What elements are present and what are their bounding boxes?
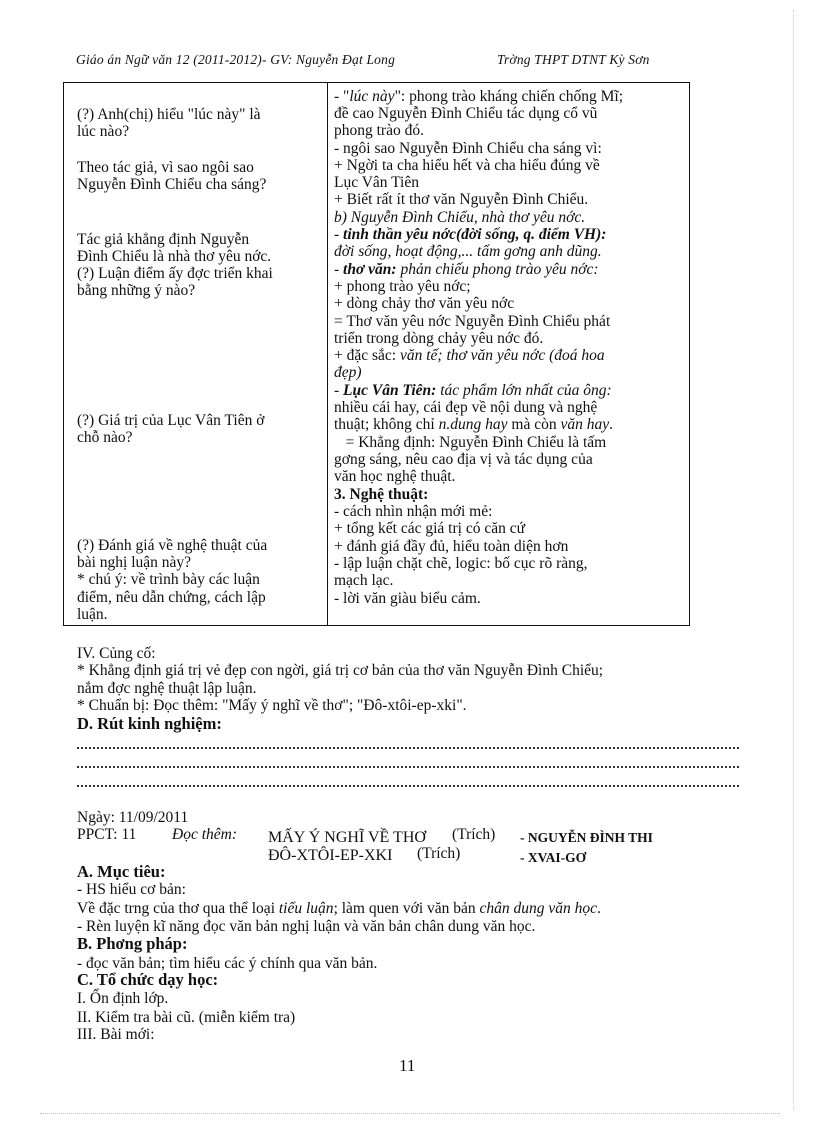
page-edge: [793, 10, 794, 1110]
question-1: (?) Anh(chị) hiểu "lúc này" là: [77, 106, 261, 123]
answer-line-12: + phong trào yêu nớc;: [334, 278, 471, 295]
question-3-sub-cont: bằng những ý nào?: [77, 282, 196, 299]
answer-line-14: = Thơ văn yêu nớc Nguyễn Đình Chiểu phát: [334, 313, 611, 330]
section-d-heading: D. Rút kinh nghiệm:: [77, 714, 222, 733]
table-column-divider: [327, 82, 328, 626]
answer-line-17: đẹp): [334, 364, 362, 381]
consolidate-line-2: nắm đợc nghệ thuật lập luận.: [77, 680, 257, 697]
question-5: (?) Đánh giá về nghệ thuật của: [77, 537, 268, 554]
question-3: Tác giả khẳng định Nguyễn: [77, 231, 250, 248]
consolidate-line-3: * Chuẩn bị: Đọc thêm: "Mấy ý nghĩ về thơ"; "Đô-xtôi-ep-xki".: [77, 697, 467, 714]
answer-section-b-heading: b) Nguyễn Đình Chiểu, nhà thơ yêu nớc.: [334, 209, 586, 226]
answer-line-28: - lập luận chặt chẽ, logic: bố cục rõ ràng,: [334, 555, 588, 572]
answer-line-16: + đặc sắc: văn tế; thơ văn yêu nớc (đoá hoa: [334, 347, 605, 364]
answer-line-1: - "lúc này": phong trào kháng chiến chống Mĩ;: [334, 88, 624, 105]
section-c-heading: C. Tổ chức dạy học:: [77, 970, 219, 989]
answer-line-23: văn học nghệ thuật.: [334, 468, 456, 485]
answer-line-27: + đánh giá đầy đủ, hiểu toàn diện hơn: [334, 538, 569, 555]
lesson-title-2-excerpt: (Trích): [417, 845, 461, 862]
question-3-cont: Đình Chiểu là nhà thơ yêu nớc.: [77, 248, 272, 265]
objective-line-1: - HS hiểu cơ bản:: [77, 881, 186, 898]
answer-line-30: - lời văn giàu biểu cảm.: [334, 590, 481, 607]
question-4: (?) Giá trị của Lục Vân Tiên ở: [77, 412, 265, 429]
answer-line-2: đề cao Nguyễn Đình Chiểu tác dụng cổ vũ: [334, 105, 598, 122]
answer-line-22: gơng sáng, nêu cao địa vị và tác dụng của: [334, 451, 593, 468]
method-line-1: - đọc văn bản; tìm hiểu các ý chính qua văn bản.: [77, 955, 378, 972]
answer-line-13: + dòng chảy thơ văn yêu nớc: [334, 295, 515, 312]
answer-line-3: phong trào đó.: [334, 122, 424, 139]
lesson-author-2: - XVAI-GƠ: [520, 850, 587, 865]
procedure-line-2: II. Kiểm tra bài cũ. (miễn kiểm tra): [77, 1009, 296, 1026]
dotted-line: [77, 766, 739, 768]
answer-line-6: Lục Vân Tiên: [334, 174, 419, 191]
section-a-heading: A. Mục tiêu:: [77, 862, 166, 881]
question-5-note-cont: điểm, nêu dẫn chứng, cách lập: [77, 589, 266, 606]
answer-line-11: - thơ văn: phản chiếu phong trào yêu nớc:: [334, 261, 599, 278]
section-b-heading: B. Phơng pháp:: [77, 934, 188, 953]
answer-line-29: mạch lạc.: [334, 572, 394, 589]
answer-line-18: - Lục Vân Tiên: tác phẩm lớn nhất của ông:: [334, 382, 612, 399]
dotted-line: [77, 747, 739, 749]
lesson-ppct: PPCT: 11: [77, 826, 137, 843]
answer-line-4: - ngôi sao Nguyễn Đình Chiểu cha sáng vì:: [334, 140, 602, 157]
question-2-cont: Nguyễn Đình Chiểu cha sáng?: [77, 176, 267, 193]
lesson-type: Đọc thêm:: [172, 826, 237, 843]
answer-line-25: - cách nhìn nhận mới mẻ:: [334, 503, 493, 520]
procedure-line-1: I. Ổn định lớp.: [77, 990, 169, 1007]
answer-line-7: + Biết rất ít thơ văn Nguyễn Đình Chiểu.: [334, 191, 589, 208]
page-number: 11: [399, 1056, 416, 1075]
answer-line-20: thuật; không chỉ n.dung hay mà còn văn hay.: [334, 416, 613, 433]
question-5-cont: bài nghị luận này?: [77, 554, 192, 571]
lesson-title-2: ĐÔ-XTÔI-EP-XKI: [268, 847, 393, 864]
answer-line-5: + Ngời ta cha hiểu hết và cha hiểu đúng về: [334, 157, 600, 174]
answer-line-15: triển trong dòng chảy yêu nớc đó.: [334, 330, 544, 347]
question-1-cont: lúc nào?: [77, 123, 130, 140]
answer-line-10: đời sống, hoạt động,... tấm gơng anh dũng.: [334, 243, 602, 260]
procedure-line-3: III. Bài mới:: [77, 1026, 155, 1043]
answer-line-9: - tinh thần yêu nớc(đời sống, q. điểm VH):: [334, 226, 607, 243]
lesson-title-1: MẤY Ý NGHĨ VỀ THƠ: [268, 829, 426, 846]
objective-line-2: Về đặc trng của thơ qua thể loại tiểu luận; làm quen với văn bản chân dung văn học.: [77, 900, 601, 917]
question-3-sub: (?) Luận điểm ấy đợc triển khai: [77, 265, 273, 282]
lesson-title-1-excerpt: (Trích): [452, 826, 496, 843]
answer-section-3-heading: 3. Nghệ thuật:: [334, 486, 429, 503]
lesson-date: Ngày: 11/09/2011: [77, 809, 189, 826]
header-left: Giáo án Ngữ văn 12 (2011-2012)- GV: Nguyễn Đạt Long: [76, 52, 396, 67]
lesson-author-1: - NGUYỄN ĐÌNH THI: [520, 830, 653, 845]
question-5-note-end: luận.: [77, 606, 108, 623]
answer-line-21: = Khẳng định: Nguyễn Đình Chiểu là tấm: [334, 434, 607, 451]
question-2: Theo tác giả, vì sao ngôi sao: [77, 159, 254, 176]
question-5-note: * chú ý: về trình bày các luận: [77, 571, 260, 588]
section-iv-heading: IV. Củng cố:: [77, 645, 156, 662]
question-4-cont: chỗ nào?: [77, 429, 133, 446]
consolidate-line-1: * Khẳng định giá trị vẻ đẹp con ngời, giá trị cơ bản của thơ văn Nguyễn Đình Chiểu;: [77, 662, 604, 679]
footer-rule: [40, 1113, 780, 1114]
answer-line-26: + tổng kết các giá trị có căn cứ: [334, 520, 526, 537]
header-right: Trờng THPT DTNT Kỳ Sơn: [497, 52, 650, 67]
dotted-line: [77, 785, 739, 787]
answer-line-19: nhiều cái hay, cái đẹp về nội dung và nghệ: [334, 399, 598, 416]
objective-line-3: - Rèn luyện kĩ năng đọc văn bản nghị luận và văn bản chân dung văn học.: [77, 918, 536, 935]
